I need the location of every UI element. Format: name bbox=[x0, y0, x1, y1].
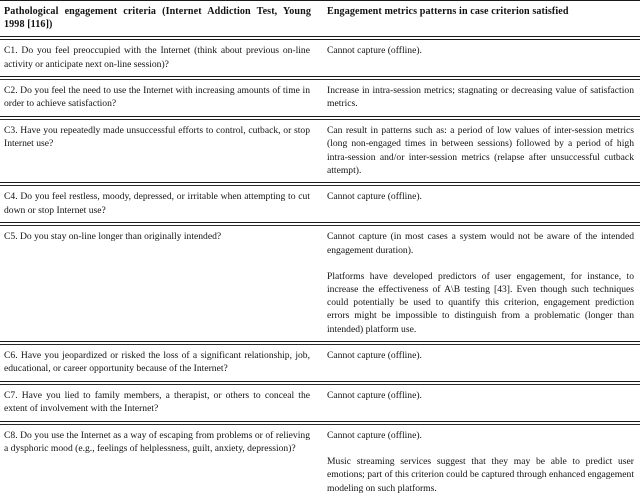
table-row bbox=[0, 384, 640, 421]
metrics-cell-c2 bbox=[327, 79, 640, 116]
metrics-paragraph: Cannot capture (in most cases a system would not be aware of the intended engagement duration). bbox=[327, 231, 634, 256]
criterion-cell-c1: C1. Do you feel preoccupied with the Internet (think about previous on-line activity or anticipate next on-line session)? bbox=[4, 45, 310, 70]
criterion-cell-c6: C6. Have you jeopardized or risked the loss of a significant relationship, job, educational, or career opportunity because of the Internet? bbox=[4, 350, 310, 375]
metrics-cell-c8 bbox=[327, 424, 640, 500]
column-header-metrics: Engagement metrics patterns in case criterion satisfied bbox=[327, 6, 569, 17]
criterion-cell-c3: C3. Have you repeatedly made unsuccessful efforts to control, cutback, or stop Internet use? bbox=[4, 125, 310, 150]
metrics-cell-c3 bbox=[327, 119, 640, 182]
criterion-cell-c7: C7. Have you lied to family members, a therapist, or others to conceal the extent of involvement with the Internet? bbox=[4, 390, 310, 415]
criterion-cell-c5: C5. Do you stay on-line longer than originally intended? bbox=[4, 231, 222, 243]
metrics-paragraph: Cannot capture (offline). bbox=[327, 350, 422, 362]
metrics-paragraph: Increase in intra-session metrics; stagnating or decreasing value of satisfaction metrics. bbox=[327, 85, 634, 110]
metrics-paragraph: Cannot capture (offline). bbox=[327, 45, 422, 57]
criterion-cell-c2: C2. Do you feel the need to use the Internet with increasing amounts of time in order to achieve satisfaction? bbox=[4, 85, 310, 110]
metrics-paragraph: Cannot capture (offline). bbox=[327, 390, 422, 402]
metrics-cell-c7 bbox=[327, 384, 640, 421]
metrics-cell-c1 bbox=[327, 39, 640, 76]
table-row bbox=[0, 344, 640, 381]
table-row bbox=[0, 424, 640, 500]
metrics-paragraph: Can result in patterns such as: a period of low values of inter-session metrics (long non-engaged times in between sessions) followed by a period of high intra-session and/or inter-session metrics (relapse after unsuccessful cutback attempt). bbox=[327, 125, 634, 176]
metrics-cell-c5 bbox=[327, 225, 640, 341]
table-row bbox=[0, 39, 640, 76]
criterion-cell-c4: C4. Do you feel restless, moody, depressed, or irritable when attempting to cut down or stop Internet use? bbox=[4, 191, 310, 216]
metrics-paragraph: Cannot capture (offline). bbox=[327, 191, 422, 203]
metrics-cell-c6 bbox=[327, 344, 640, 381]
metrics-paragraph: Platforms have developed predictors of user engagement, for instance, to increase the effectiveness of A\B testing [43]. Even though such techniques could potentially be used to quantify this criterion, engagement prediction errors might be impossible to distinguish from a problematic (longer than intended) platform use. bbox=[327, 270, 634, 335]
table-row bbox=[0, 225, 640, 341]
table-row bbox=[0, 185, 640, 222]
metrics-paragraph: Cannot capture (offline). bbox=[327, 430, 422, 442]
table-header-row bbox=[0, 1, 640, 36]
table-row bbox=[0, 79, 640, 116]
metrics-paragraph: Music streaming services suggest that they may be able to predict user emotions; part of this criterion could be captured through enhanced engagement modeling on such platforms. bbox=[327, 456, 634, 494]
table-row bbox=[0, 119, 640, 182]
criterion-cell-c8: C8. Do you use the Internet as a way of escaping from problems or of relieving a dysphoric mood (e.g., feelings of helplessness, guilt, anxiety, depression)? bbox=[4, 430, 310, 455]
column-header-criteria: Pathological engagement criteria (Internet Addiction Test, Young 1998 [116]) bbox=[4, 6, 311, 31]
metrics-cell-c4 bbox=[327, 185, 640, 222]
